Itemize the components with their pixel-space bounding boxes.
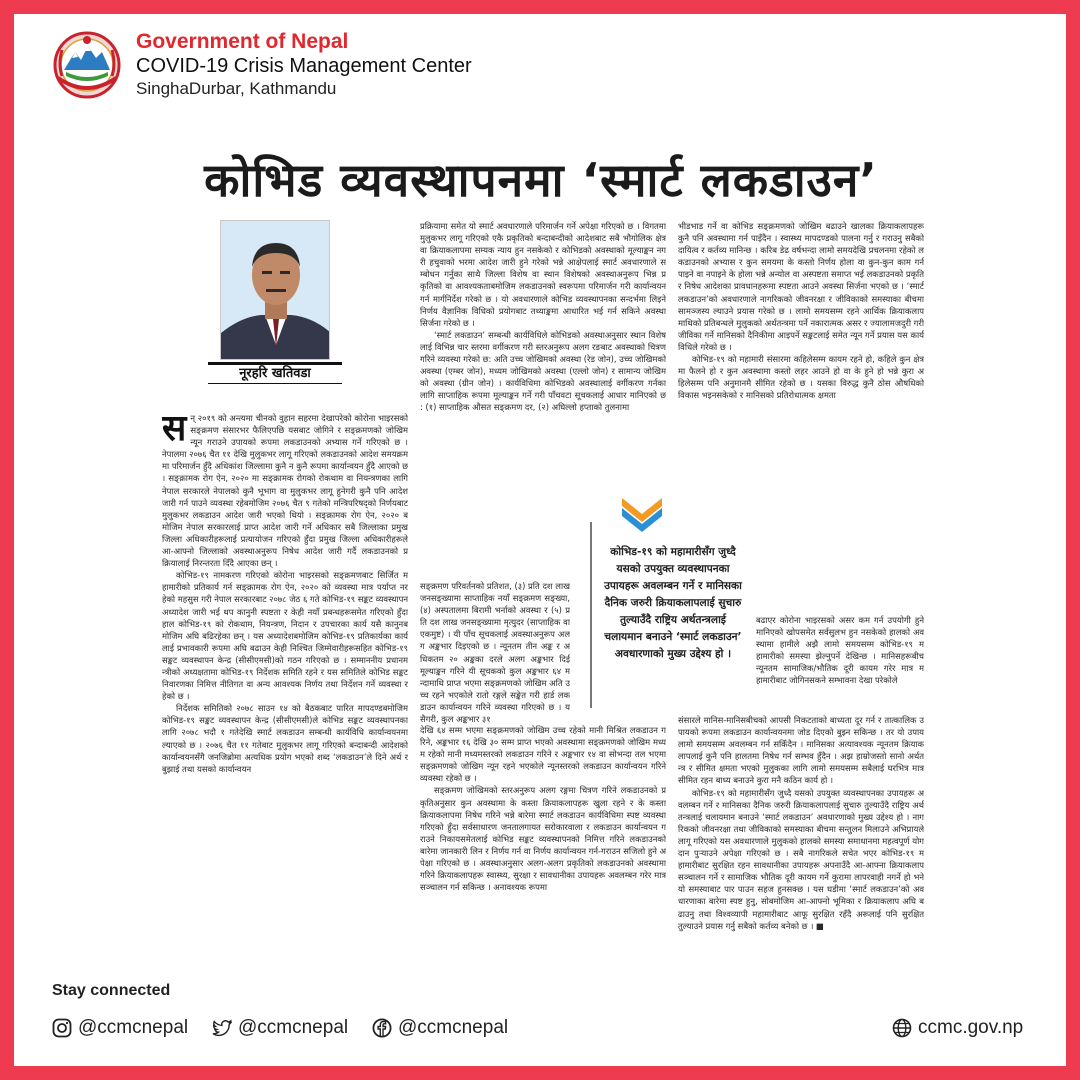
drop-cap: स	[162, 412, 187, 449]
instagram-link[interactable]	[52, 1016, 188, 1040]
paragraph: न् २०१९ को अन्त्यमा चीनको वुहान सहरमा देखापरेको कोरोना भाइरसको सङ्क्रमण संसारभर फैलिएपछि यसबाट जोगिने र सङ्क्रमणको जोखिम न्यून गराउने उपायको रूपमा लकडाउनको अभ्यास गर्ने गरिएको छ । नेपालमा २०७६ चैत ११ देखि मुलुकभर लागू गरिएको लकडाउनको आदेश समयक्रममा परिमार्जन हुँदै अधिकांश जिल्लामा कुनै न कुनै रूपमा कार्यान्वयन हुँदै आएको छ । सङ्क्रामक रोग ऐन, २०२० मा सङ्क्रामक रोगको रोकथाम वा नियन्त्रणका लागि नेपाल सरकारले नेपालको कुनै भूभाग वा मुलुकभर लागू हुनेगरी कुनै पनि आदेश जारी गर्न पाउने व्यवस्था रहेबमोजिम २०७६ चैत ९ गतेको मन्त्रिपरिषद्को निर्णयबाट मुलुकभर लकडाउन आदेश जारी भएको थियो । सङ्क्रामक रोग ऐन, २०२० बमोजिम नेपाल सरकारलाई प्राप्त आदेश जारी गर्ने अधिकार सबै जिल्लाका प्रमुख जिल्ला अधिकारीहरूलाई प्रत्यायोजन गरिएको हुँदा प्रमुख जिल्ला अधिकारीहरूले आ-आफ्नो जिल्लाको अवस्थाअनुरूप निषेध आदेश जारी गर्दै लकडाउनको प्रक्रियालाई निरन्तरता दिँदै आएका छन् ।	[162, 413, 408, 569]
newspaper-article	[158, 136, 924, 946]
paragraph: ‘स्मार्ट लकडाउन’ सम्बन्धी कार्यविधिले कोभिडको अवस्थाअनुसार स्थान विशेषलाई विभिन्न चार स्तरमा वर्गीकरण गरी स्तरअनुरूप अलग रङबाट अवस्थाको चित्रण गरिने व्यवस्था गरेको छ: अति उच्च जोखिमको अवस्था (रेड जोन), उच्च जोखिमको अवस्था (एम्बर जोन), मध्यम जोखिमको अवस्था (एल्लो जोन) र सामान्य जोखिमको अवस्था (ग्रीन जोन) । कार्यविधिमा कोभिडको अवस्थालाई वर्गीकरण गर्नका लागि साप्ताहिक रूपमा मूल्याङ्कन गर्ने गरी पाँचवटा सूचकलाई आधार मानिएको छ : (१) साप्ताहिक औसत सङ्क्रमण दर, (२) अघिल्लो हप्ताको तुलनामा	[420, 329, 666, 413]
article-column-2-bottom	[420, 724, 666, 936]
page-header	[50, 28, 750, 108]
paragraph: सङ्क्रमण परिवर्तनको प्रतिशत, (३) प्रति दश लाख जनसङ्ख्यामा साप्ताहिक नयाँ सङ्क्रमण सङ्ख्या, (४) अस्पतालमा बिरामी भर्नाको अवस्था र (५) प्रति दश लाख जनसङ्ख्यामा मृत्युदर (साप्ताहिक वा एकमुष्ट) । यी पाँच सूचकलाई अवस्थाअनुरूप अलग अङ्कभार दिइएको छ । न्यूनतम तीन अङ्क र अधिकतम २० अङ्कका दरले अलग अङ्कभार दिई मूल्याङ्कन गरिने यी सूचकको कुल अङ्कभार ६४ मन्दामाथि प्राप्त भएमा सङ्क्रमणको जोखिम अति उच्च रहने भएकोले रातो रङ्गले सङ्केत गरी हार्ड लकडाउन कार्यान्वयन गरिने व्यवस्था गरिएको छ । यसैगरी, कुल अङ्कभार ३१	[420, 581, 570, 725]
article-column-3-bottom	[678, 714, 924, 936]
twitter-icon	[212, 1018, 232, 1038]
org-name: Government of Nepal	[136, 30, 349, 53]
article-headline: कोभिड व्यवस्थापनमा ‘स्मार्ट लकडाउन’	[204, 153, 878, 207]
paragraph: कोभिड-१९ को महामारीसँग जुध्दै यसको उपयुक्त व्यवस्थापनका उपायहरू अवलम्बन गर्ने र मानिसका दैनिक जरुरी क्रियाकलापलाई सुचारु तुल्याउँदै राष्ट्रिय अर्थतन्त्रलाई चलायमान बनाउने ‘स्मार्ट लकडाउन’ अवधारणाको मुख्य उद्देश्य हो । नागरिकको जीवनरक्षा तथा जीविकाको समस्याका बीचमा सन्तुलन मिलाउने अभिप्रायले लागू गरिएको यस अवधारणाले मुलुकको हालको समस्या समाधानमा महत्वपूर्ण योगदान पुऱ्याउने अपेक्षा गरिएको छ । सबै नागरिकले सचेत भएर कोभिड-१९ महामारीबाट सुरक्षित रहन सावधानीका उपायहरू अपनाउँदै आ-आफ्ना क्रियाकलाप सञ्चालन गर्ने र सामाजिक भौतिक दूरी कायम गर्ने कुरामा लापरवाही नगर्ने हो भने यो समस्याबाट पार पाउन सहज हुनसक्छ । यस घडीमा ‘स्मार्ट लकडाउन’को अवधारणाका बारेमा स्पष्ट हुनु, सोबमोजिम आ-आफ्नो भूमिका र क्रियाकलाप अघि बढाउनु तथा विश्वव्यापी महामारीबाट आफू सुरक्षित रहँदै अरूलाई पनि सुरक्षित तुल्याउने प्रयास गर्नु सबैको कर्तव्य बनेको छ । ■	[678, 787, 924, 931]
article-column-1	[162, 412, 408, 936]
facebook-link[interactable]	[372, 1016, 508, 1040]
author-portrait-image	[221, 221, 330, 360]
paragraph: संसारले मानिस-मानिसबीचको आपसी निकटताको बाध्यता दूर गर्न र तात्कालिक उपायको रूपमा लकडाउन कार्यान्वयनमा जोड दिएको बुझ्न सकिन्छ । तर यो उपाय लामो समयसम्म अवलम्बन गर्न सकिँदैन । मानिसका अत्यावश्यक न्यूनतम क्रियाकलापलाई कुनै पनि हालतमा निषेध गर्न सम्भव हुँदैन । अझ हाम्रोजस्तो सानो अर्थतन्त्र र सीमित क्षमता भएको मुलुकका लागि लामो समयसम्म सबैलाई घरभित्र मात्र सीमित रहन बाध्य बनाउने कुरा मनै कठिन कार्य हो ।	[678, 715, 924, 786]
paragraph: कोभिड-१९ नामकरण गरिएको कोरोना भाइरसको सङ्क्रमणबाट सिर्जित महामारीको प्रतिकार्य गर्न सङ्क्रामक रोग ऐन, २०२० को व्यवस्था मात्र पर्याप्त नरहेको महसुस गरी नेपाल सरकारबाट २०७८ जेठ ६ गते कोभिड-१९ सङ्कट व्यवस्थापन अध्यादेश जारी भई थप कानुनी स्पष्टता र केही नयाँ प्रबन्धहरूसमेत गरिएको हुँदा हाल कोभिड-१९ को रोकथाम, नियन्त्रण, निदान र उपचारका कार्य यसै कानुनबमोजिम अघि बढिरहेका छन् । यस अध्यादेशबमोजिम कोभिड-१९ प्रतिकार्यका कार्यलाई प्रभावकारी रूपमा अघि बढाउन केही निश्चित जिम्मेवारीहरूसहित कोभिड-१९ सङ्कट व्यवस्थापन केन्द्र (सीसीएमसी)को गठन गरिएको छ । सम्माननीय प्रधानमन्त्रीको अध्यक्षतामा कोभिड-१९ निर्देशक समिति रहने र यस समितिले कोभिड सङ्कट निवारणका निमित्त नीतिगत वा अन्य आवश्यक निर्णय तथा निर्देशन गर्ने व्यवस्था रहेको छ ।	[162, 570, 408, 702]
website-url: ccmc.gov.np	[918, 1017, 1024, 1038]
paragraph: कोभिड-१९ को महामारी संसारमा कहिलेसम्म कायम रहने हो, कहिले कुन क्षेत्रमा फैलने हो र कुन अवस्थामा कस्तो लहर आउने हो वा के हुने हो भन्ने कुरा अहिलेसम्म पनि अनुमानमै सीमित रहेको छ । यसका विरुद्ध कुनै ठोस औषधिको विकास भइनसकेको र मानिसको प्रतिरोधात्मक क्षमता	[678, 354, 924, 401]
paragraph: बढाएर कोरोना भाइरसको असर कम गर्न उपयोगी हुने मानिएको खोपसमेत सर्वसुलभ हुन नसकेको हालको अवस्थामा हामीले अझै लामो समयसम्म कोभिड-१९ महामारीको समस्या झेल्नुपर्ने देखिन्छ । मानिसहरूबीच न्यूनतम सामाजिक/भौतिक दूरी कायम गरेर मात्र महामारीबाट जोगिनसकने सम्भावना देखा परेकोले	[756, 615, 924, 686]
location-text: SinghaDurbar, Kathmandu	[136, 79, 337, 98]
chevron-down-icon	[618, 496, 666, 532]
center-name: COVID-19 Crisis Management Center	[136, 55, 472, 77]
footer-title: Stay connected	[52, 982, 171, 999]
article-column-3-middle	[756, 614, 924, 714]
paragraph: निर्देशक समितिको २०७८ साउन १४ को बैठकबाट पारित मापदण्डबमोजिम कोभिड-१९ सङ्कट व्यवस्थापन केन्द्र (सीसीएमसी)ले कोभिड सङ्कट व्यवस्थापनका लागि २०७८ भदौ १ गतेदेखि स्मार्ट लकडाउन सम्बन्धी कार्यविधि कार्यान्वयनमा ल्याएको छ । २०७६ चैत ११ गतेबाट मुलुकभर लागू गरिएको बन्दाबन्दी आदेशको कार्यान्वयनसँगै जनजिब्रोमा अत्यधिक प्रयोग भएको शब्द ‘लकडाउन’ले दिने अर्थ र बुझाई तथा यसको कार्यान्वयन	[162, 703, 408, 774]
twitter-handle: @ccmcnepal	[238, 1017, 349, 1038]
facebook-handle: @ccmcnepal	[398, 1017, 509, 1038]
pull-quote-text: कोभिड-१९ को महामारीसँग जुध्दै यसको उपयुक्त व्यवस्थापनका उपायहरू अवलम्बन गर्ने र मानिसका दैनिक जरुरी क्रियाकलापलाई सुचारु तुल्याउँदै राष्ट्रिय अर्थतन्त्रलाई चलायमान बनाउने ‘स्मार्ट लकडाउन’ अवधारणाको मुख्य उद्देश्य हो ।	[604, 546, 742, 660]
twitter-link[interactable]	[212, 1016, 348, 1040]
facebook-icon	[372, 1018, 392, 1038]
paragraph: सङ्क्रमण जोखिमको स्तरअनुरूप अलग रङ्गमा चित्रण गरिने लकडाउनको प्रकृतिअनुसार कुन अवस्थामा के कस्ता क्रियाकलापहरू खुला रहने र के कस्ता क्रियाकलापमा निषेध गरिने भन्ने बारेमा स्मार्ट लकडाउन कार्यविधिमा स्पष्ट व्यवस्था गरिएको हुँदा सर्वसाधारण जनतालगायत सरोकारवाला र लकडाउन कार्यान्वयन गराउने निकायसमेतलाई कोभिड सङ्कट व्यवस्थापनको निमित्त गरिने लकडाउनको बारेमा जानकारी लिन र निर्णय गर्न वा निर्णय कार्यान्वयन गर्न-गराउन सजिलो हुने अपेक्षा गरिएको छ । अवस्थाअनुसार अलग-अलग प्रकृतिको लकडाउनको अवस्थामा गरिने क्रियाकलापहरू स्वास्थ्य, सुरक्षा र सावधानीका उपायहरू अवलम्बन गरेर मात्र सञ्चालन गर्न सकिन्छ । अनावश्यक रूपमा	[420, 785, 666, 893]
author-name: नूरहरि खतिवडा	[208, 362, 342, 384]
paragraph: देखि ६४ सम्म भएमा सङ्क्रमणको जोखिम उच्च रहेको मानी मिश्रित लकडाउन गरिने, अङ्कभार १६ देखि ३० सम्म प्राप्त भएको अवस्थामा सङ्क्रमणको जोखिम मध्यम रहेको मानी मध्यमस्तरको लकडाउन गरिने र अङ्कभार १४ वा सोभन्दा तल भएमा सङ्क्रमणको जोखिम न्यून रहने भएकोले न्यूनस्तरको लकडाउन कार्यान्वयन गरिने व्यवस्था रहेको छ ।	[420, 725, 666, 784]
pull-quote	[590, 522, 742, 708]
instagram-handle: @ccmcnepal	[78, 1017, 189, 1038]
paragraph: प्रक्रियामा समेत यो स्मार्ट अवधारणाले परिमार्जन गर्ने अपेक्षा गरिएको छ । विगतमा मुलुकभर लागू गरिएको एकै प्रकृतिको बन्दाबन्दीको आदेशबाट सबै भौगोलिक क्षेत्र वा क्रियाकलापमा सम्यक न्याय हुन नसकेको र कोभिडको अवस्थाको मूल्याङ्कन नगरी हचुवाको भरमा आदेश जारी हुने गरेको भन्ने आक्षेपलाई स्मार्ट अवधारणाले सम्बोधन गर्नुका साथै जिल्ला विशेष वा स्थान विशेषको अवस्थाअनुरूप भिन्न प्रकृतिको वा आवश्यकताबमोजिम लकडाउनको स्वरूपमा परिमार्जन गरी कार्यान्वयन गर्न मार्गनिर्देश गरेको छ । यो अवधारणाले कोभिड व्यवस्थापनका सन्दर्भमा लिइने निर्णय वैज्ञानिक विधिको प्रयोगबाट तथ्याङ्कमा आधारित भई गर्न सकिने अवस्था सिर्जना गरेको छ ।	[420, 221, 666, 328]
website-link[interactable]	[892, 1016, 1023, 1040]
org-info	[136, 30, 472, 99]
paragraph: भीडभाड गर्ने वा कोभिड सङ्क्रमणको जोखिम बढाउने खालका क्रियाकलापहरू कुनै पनि अवस्थामा गर्न पाइँदैन । स्वास्थ्य मापदण्डको पालना गर्नु र गराउनु सबैको दायित्व र कर्तव्य मानिन्छ । करिब डेढ वर्षभन्दा लामो समयदेखि प्रचलनमा रहेको लकडाउनको अभ्यास र कुन समयमा के कस्तो निर्णय होला वा कुन-कुन काम गर्न पाइने वा नपाइने के होला भन्ने अन्योल वा अस्पष्टता समाप्त भई लकडाउनको प्रकृति र निषेध आदेशका प्रावधानहरूमा स्पष्टता आउने अवस्था सिर्जना भएको छ । ‘स्मार्ट लकडाउन’को अवधारणाले नागरिकको जीवनरक्षा र जीविकाको समस्याका बीचमा सामञ्जस्य ल्याउने प्रयास गरेको छ । लामो समयसम्म रहने आर्थिक क्रियाकलापमाथिको प्रतिबन्धले मुलुकको अर्थतन्त्रमा पर्ने नकारात्मक असर र ज्यालामजदुरी गरी जीविका गर्ने मानिसको दैनिकीमा आइपर्ने सङ्कटलाई समेत न्यून गर्ने प्रयास यस कार्यविधिले गरेको छ ।	[678, 221, 924, 352]
nepal-emblem-icon	[50, 28, 124, 100]
instagram-icon	[52, 1018, 72, 1038]
author-photo	[220, 220, 330, 360]
globe-icon	[892, 1018, 912, 1038]
